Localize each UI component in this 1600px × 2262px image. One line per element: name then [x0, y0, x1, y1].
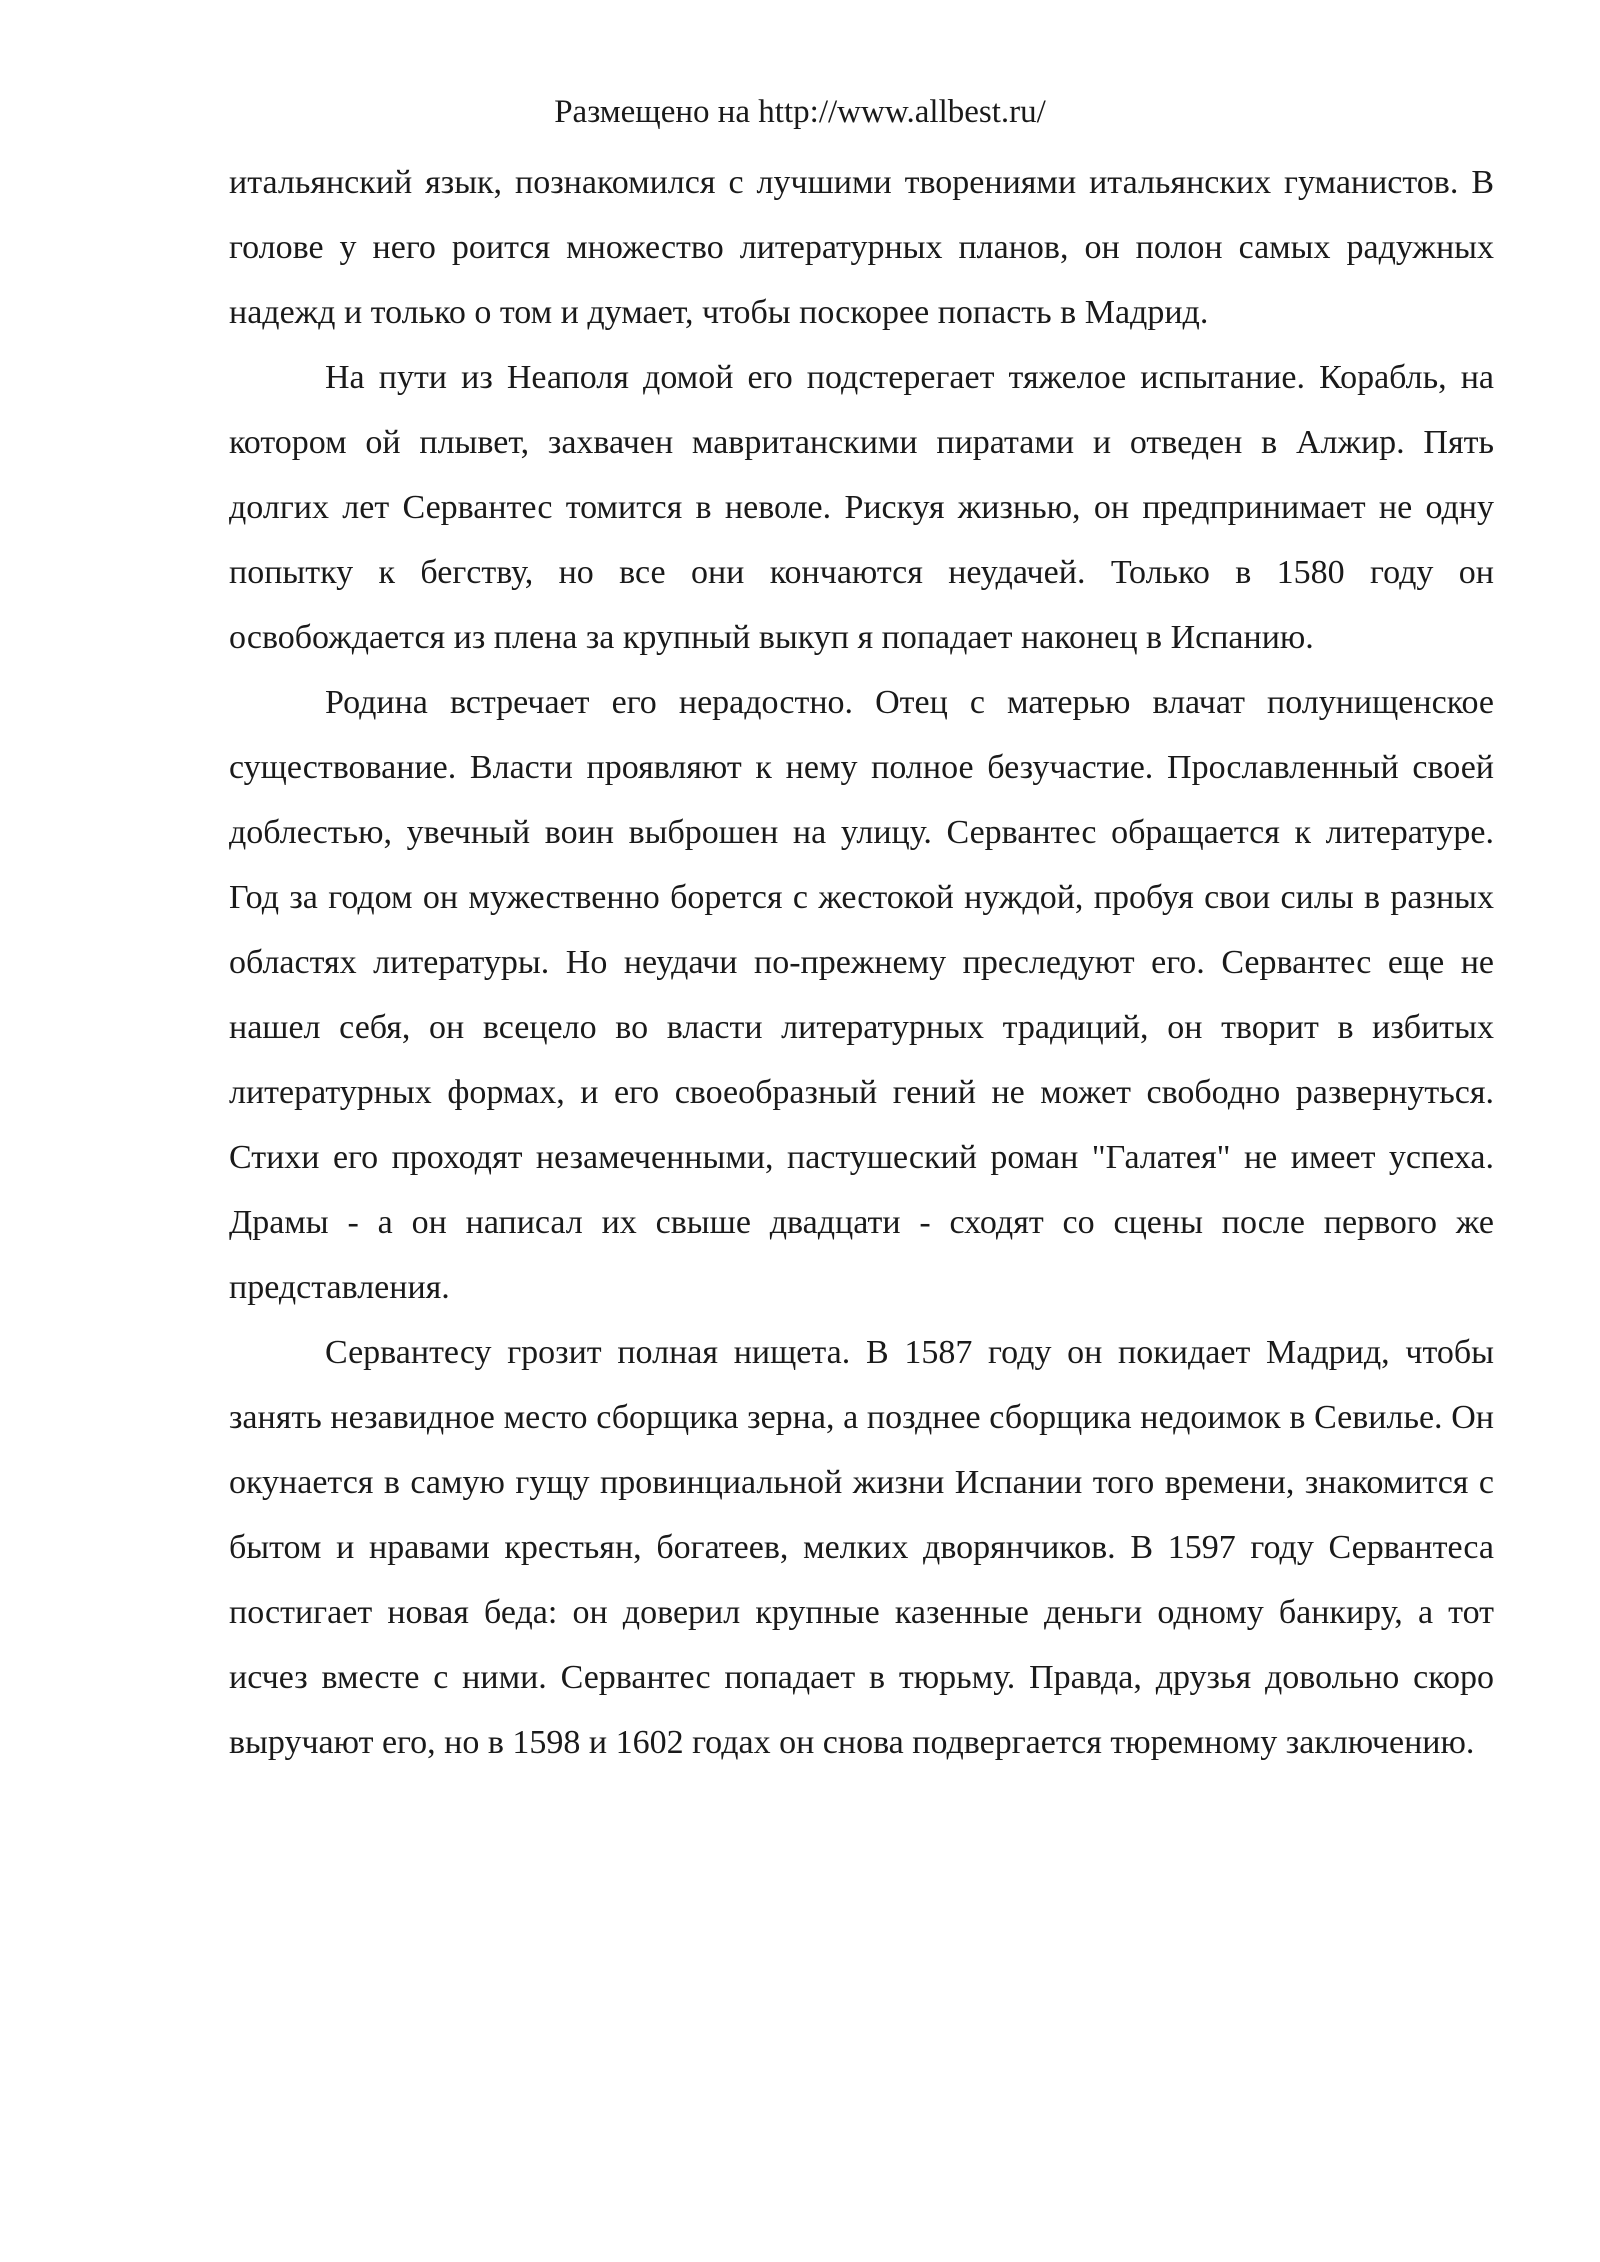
paragraph: Родина встречает его нерадостно. Отец с матерью влачат полунищенское существование. Власти проявляют к нему полное безучастие. Прославленный своей доблестью, увечный воин выброшен на улицу. Сервантес обращается к литературе. Год за годом он мужественно борется с жестокой нуждой, пробуя свои силы в разных областях литературы. Но неудачи по-прежнему преследуют его. Сервантес еще не нашел себя, он всецело во власти литературных традиций, он творит в избитых литературных формах, и его своеобразный гений не может свободно развернуться. Стихи его проходят незамеченными, пастушеский роман "Галатея" не имеет успеха. Драмы - а он написал их свыше двадцати - сходят со сцены после первого же представления.	[229, 684, 1494, 1306]
paragraph: Сервантесу грозит полная нищета. В 1587 году он покидает Мадрид, чтобы занять незавидное место сборщика зерна, а позднее сборщика недоимок в Севилье. Он окунается в самую гущу провинциальной жизни Испании того времени, знакомится с бытом и нравами крестьян, богатеев, мелких дворянчиков. В 1597 году Сервантеса постигает новая беда: он доверил крупные казенные деньги одному банкиру, а тот исчез вместе с ними. Сервантес попадает в тюрьму. Правда, друзья довольно скоро выручают его, но в 1598 и 1602 годах он снова подвергается тюремному заключению.	[229, 1334, 1494, 1761]
body-text	[229, 150, 1494, 1775]
paragraph-continuation: итальянский язык, познакомился с лучшими творениями итальянских гуманистов. В голове у него роится множество литературных планов, он полон самых радужных надежд и только о том и думает, чтобы поскорее попасть в Мадрид.	[229, 164, 1494, 331]
running-header: Размещено на http://www.allbest.ru/	[554, 94, 1046, 130]
paragraph: На пути из Неаполя домой его подстерегает тяжелое испытание. Корабль, на котором ой плывет, захвачен мавританскими пиратами и отведен в Алжир. Пять долгих лет Сервантес томится в неволе. Рискуя жизнью, он предпринимает не одну попытку к бегству, но все они кончаются неудачей. Только в 1580 году он освобождается из плена за крупный выкуп я попадает наконец в Испанию.	[229, 359, 1494, 656]
